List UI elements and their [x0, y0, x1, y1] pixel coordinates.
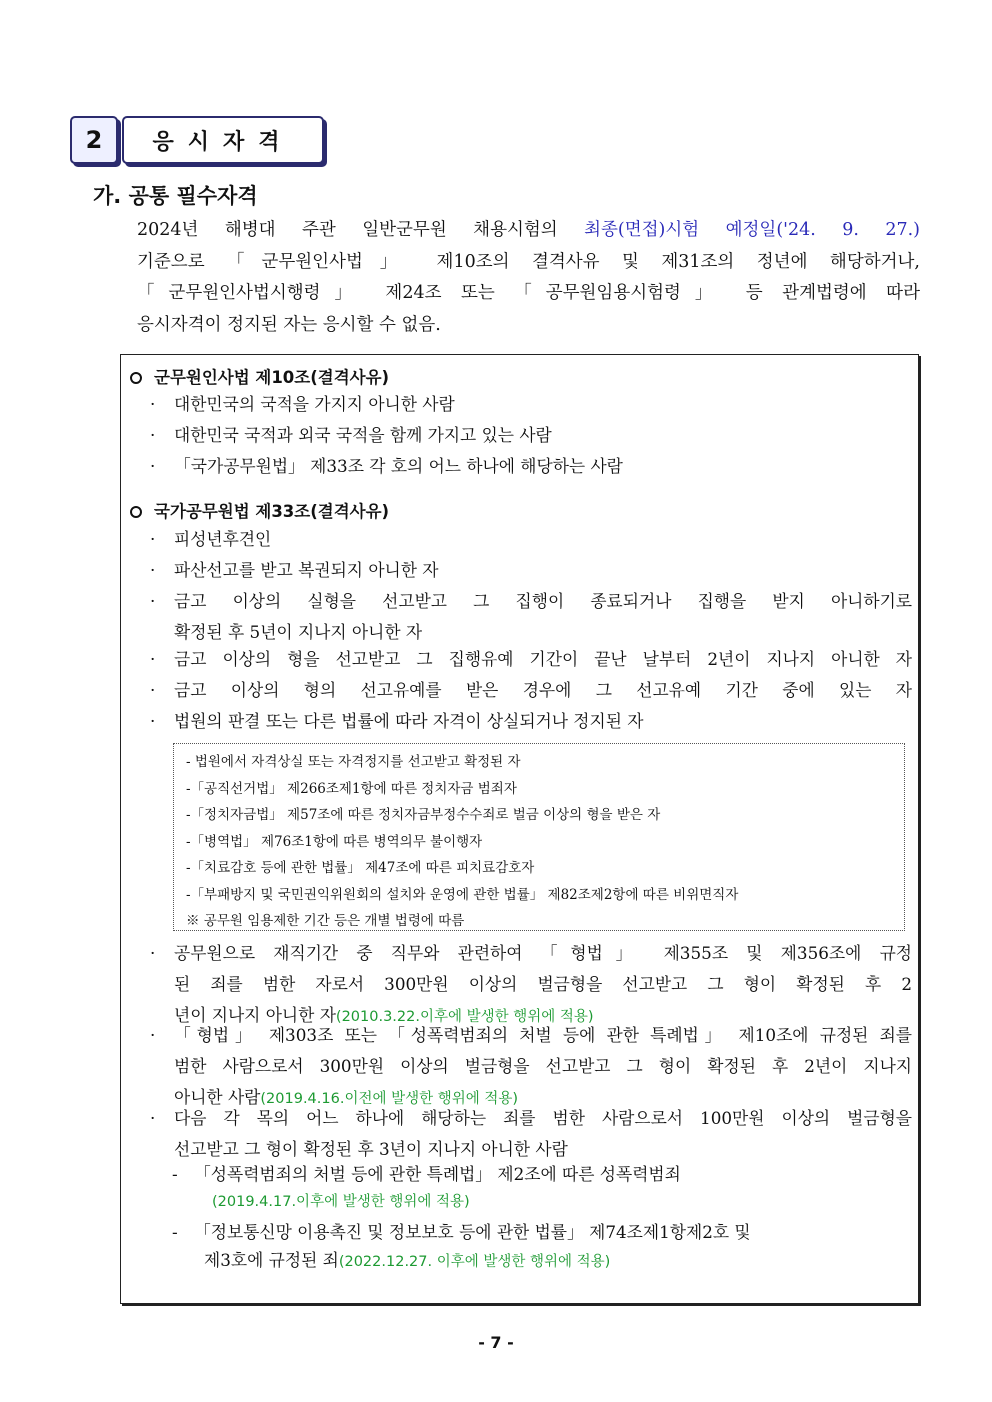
applicability-note: (2019.4.17.이후에 발생한 행위에 적용): [212, 1194, 470, 1210]
list-item-line: 금고 이상의 실형을 선고받고 그 집행이 종료되거나 집행을 받지 아니하기로: [174, 591, 912, 611]
sub-list-note: ※ 공무원 임용제한 기간 등은 개별 법령에 따름: [186, 913, 465, 929]
applicability-note: (2022.12.27. 이후에 발생한 행위에 적용): [338, 1254, 611, 1270]
list-item-line: 금고 이상의 형을 선고받고 그 집행유예 기간이 끝난 날부터 2년이 지나지 아니한 자: [174, 649, 912, 669]
list-item: [150, 420, 912, 451]
page-number: - 7 -: [478, 1333, 514, 1352]
bullet-icon: ·: [150, 456, 156, 476]
subheading: 가. 공통 필수자격: [93, 184, 258, 208]
list-item: [150, 644, 912, 675]
list-item-line: 법원의 판결 또는 다른 법률에 따라 자격이 상실되거나 정지된 자: [174, 711, 644, 731]
bullet-icon: ·: [150, 1025, 156, 1045]
bullet-icon: ·: [150, 711, 156, 731]
sub-list-item: -「공직선거법」 제266조제1항에 따른 정치자금 범죄자: [186, 781, 517, 797]
list-item-text: 피성년후견인: [174, 529, 272, 549]
list-item: [150, 451, 912, 482]
bullet-icon: ·: [150, 529, 156, 549]
intro-paragraph: [137, 215, 920, 341]
dash-bullet: -: [172, 1164, 178, 1184]
bullet-icon: ·: [150, 425, 156, 445]
exam-date-highlight: 최종(면접)시험 예정일('24. 9. 27.): [584, 220, 920, 240]
intro-line-2: 기준으로 「군무원인사법」 제10조의 결격사유 및 제31조의 정년에 해당하거나,: [137, 251, 920, 272]
list-item: [150, 938, 912, 1033]
section-title: 응시자격: [122, 116, 324, 164]
list-item-line: 범한 사람으로서 300만원 이상의 벌금형을 선고받고 그 형이 확정된 후 2년이 지나지: [174, 1056, 912, 1076]
dash-item: [172, 1160, 681, 1216]
sub-list-item: -「부패방지 및 국민권익위원회의 설치와 운영에 관한 법률」 제82조제2항에 따른 비위면직자: [186, 887, 739, 903]
group2-heading-text: 국가공무원법 제33조(결격사유): [154, 502, 390, 521]
group1-heading-text: 군무원인사법 제10조(결격사유): [154, 368, 390, 387]
sub-list-item: -「치료감호 등에 관한 법률」 제47조에 따른 피치료감호자: [186, 860, 535, 876]
sub-list-item: -「정치자금법」 제57조에 따른 정치자금부정수수죄로 벌금 이상의 형을 받은 자: [186, 807, 661, 823]
list-item-line: 금고 이상의 형의 선고유예를 받은 경우에 그 선고유예 기간 중에 있는 자: [174, 680, 912, 700]
dash-item-text: 「정보통신망 이용촉진 및 정보보호 등에 관한 법률」 제74조제1항제2호 및: [194, 1222, 751, 1242]
intro-line-4: 응시자격이 정지된 자는 응시할 수 없음.: [137, 314, 441, 335]
dash-item-text: 제3호에 규정된 죄: [204, 1250, 339, 1270]
list-item-text: 「국가공무원법」 제33조 각 호의 어느 하나에 해당하는 사람: [174, 456, 623, 476]
list-item: [150, 389, 912, 420]
intro-text: 2024년 해병대 주관 일반군무원 채용시험의: [137, 220, 585, 240]
list-item-line: 확정된 후 5년이 지나지 아니한 자: [174, 622, 423, 642]
list-item: [150, 1020, 912, 1115]
list-item-line: 된 죄를 범한 자로서 300만원 이상의 벌금형을 선고받고 그 형이 확정된 후 2: [174, 974, 912, 994]
list-item: [150, 555, 912, 586]
list-item-text: 대한민국 국적과 외국 국적을 함께 가지고 있는 사람: [174, 425, 552, 445]
list-item: [150, 706, 912, 737]
circle-bullet-icon: [130, 506, 142, 518]
sub-list-item: -「병역법」 제76조1항에 따른 병역의무 불이행자: [186, 834, 483, 850]
bullet-icon: ·: [150, 680, 156, 700]
bullet-icon: ·: [150, 591, 156, 611]
applicability-note: (2019.4.16.이전에 발생한 행위에 적용): [260, 1091, 519, 1107]
list-item-line: 선고받고 그 형이 확정된 후 3년이 지나지 아니한 사람: [174, 1139, 568, 1159]
list-item: [150, 675, 912, 706]
list-item-text: 파산선고를 받고 복권되지 아니한 자: [174, 560, 439, 580]
intro-line-1: [137, 215, 920, 247]
bullet-icon: ·: [150, 943, 156, 963]
sub-list-item: - 법원에서 자격상실 또는 자격정지를 선고받고 확정된 자: [186, 754, 521, 770]
list-item: [150, 586, 912, 648]
circle-bullet-icon: [130, 372, 142, 384]
dash-item-line: [204, 1246, 751, 1276]
bullet-icon: ·: [150, 1108, 156, 1128]
group1-heading: [130, 364, 389, 388]
list-item-text: 대한민국의 국적을 가지지 아니한 사람: [174, 394, 455, 414]
intro-line-3: 「군무원인사법시행령」 제24조 또는 「공무원임용시험령」 등 관계법령에 따라: [137, 283, 920, 303]
list-item: [150, 1103, 912, 1165]
section-number: 2: [70, 116, 118, 164]
bullet-icon: ·: [150, 560, 156, 580]
dash-bullet: -: [172, 1222, 178, 1242]
list-item: [150, 524, 912, 555]
list-item-text: 아니한 사람: [174, 1087, 261, 1107]
dash-item: [172, 1218, 751, 1276]
bullet-icon: ·: [150, 394, 156, 414]
group2-heading: [130, 498, 389, 522]
list-item-line: 다음 각 목의 어느 하나에 해당하는 죄를 범한 사람으로서 100만원 이상의 벌금형을: [174, 1108, 912, 1128]
list-item-line: 「형법」 제303조 또는 「성폭력범죄의 처벌 등에 관한 특례법」 제10조에 규정된 죄를: [174, 1025, 912, 1045]
list-item-text: 년이 지나지 아니한 자: [174, 1005, 336, 1025]
list-item-line: 공무원으로 재직기간 중 직무와 관련하여 「형법」 제355조 및 제356조에 규정: [174, 943, 912, 963]
bullet-icon: ·: [150, 649, 156, 669]
dash-item-text: 「성폭력범죄의 처벌 등에 관한 특례법」 제2조에 따른 성폭력범죄: [194, 1164, 681, 1184]
applicability-note: (2010.3.22.이후에 발생한 행위에 적용): [335, 1009, 594, 1025]
